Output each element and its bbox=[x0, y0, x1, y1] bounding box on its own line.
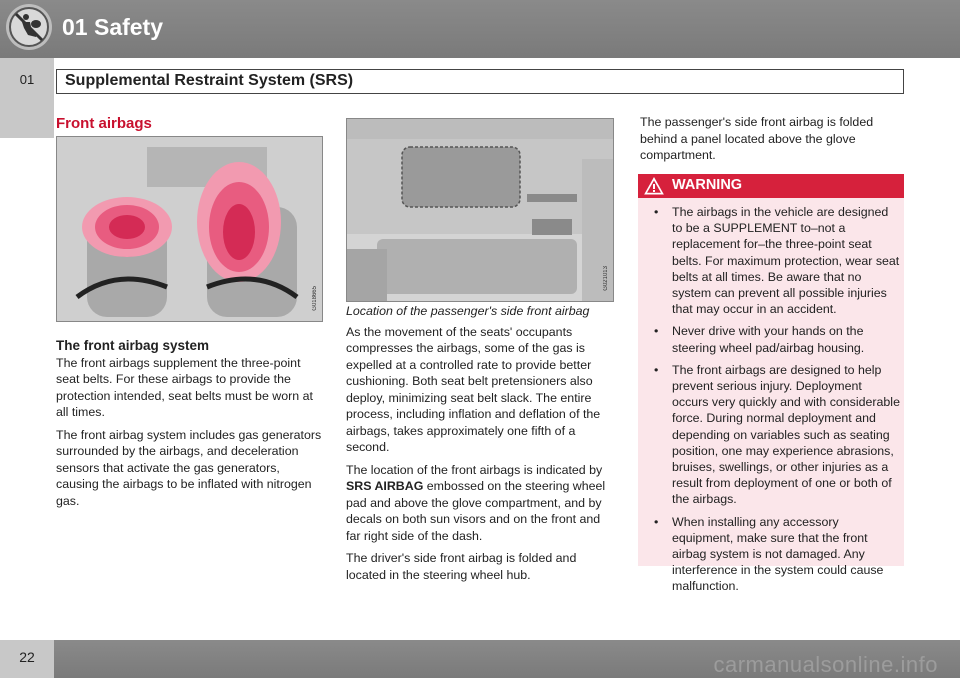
front-airbag-system-subheading: The front airbag system bbox=[56, 338, 210, 353]
warning-box bbox=[638, 174, 904, 594]
passenger-airbag-location-illustration bbox=[346, 118, 614, 302]
paragraph-text: The location of the front airbags is indicated by bbox=[346, 462, 603, 477]
paragraph-text: embossed on the steering wheel pad and above the glove compartment, and by decals on both sun visors and on the front and far right side of the dash. bbox=[346, 479, 606, 543]
paragraph: As the movement of the seats' occupants compresses the airbags, some of the gas is expelled at a controlled rate to provide better cushioning. Both seat belt pretensioners also deploy, minimizing seat belt slack. The entire process, including inflation and deflation of the airbags, takes approximately one fifth of a second. bbox=[346, 324, 601, 454]
column-1-body bbox=[56, 336, 322, 515]
chapter-side-tab-label: 01 bbox=[19, 72, 35, 87]
warning-item-text: Never drive with your hands on the steering wheel pad/airbag housing. bbox=[672, 324, 865, 355]
warning-item-text: The airbags in the vehicle are designed to be a SUPPLEMENT to–not a replacement for–the three-point seat belts. For maximum protection, wear seat belts at all times. Be aware that no system can prevent all possible injuries that may occur in an accident. bbox=[672, 205, 900, 317]
paragraph-srs-location bbox=[346, 462, 614, 545]
front-airbags-heading: Front airbags bbox=[56, 115, 152, 132]
figure-code: G018665 bbox=[312, 286, 318, 311]
page-number: 22 bbox=[19, 649, 35, 665]
warning-item: • The airbags in the vehicle are designed to be a SUPPLEMENT to–not a replacement for–the three-point seat belts. For maximum protection, wear seat belts at all times. Be aware that no system can prevent all possible injuries that may occur in an accident. bbox=[654, 205, 900, 317]
warning-list bbox=[638, 204, 900, 601]
section-title: Supplemental Restraint System (SRS) bbox=[65, 72, 354, 89]
paragraph: The passenger's side front airbag is folded behind a panel located above the glove compartment. bbox=[640, 115, 874, 162]
warning-item-text: The front airbags are designed to help prevent serious injury. Deployment occurs very quickly and with considerable force. During normal deployment and depending on variables such as seating position, one may experience abrasions, bruises, swellings, or other injuries as a result from deployment of one or both of the airbags. bbox=[672, 362, 900, 507]
warning-title: WARNING bbox=[672, 177, 743, 193]
figure-code: G021013 bbox=[603, 266, 609, 291]
paragraph: The front airbag system includes gas generators surrounded by the airbags, and deceleration sensors that activate the gas generators, causing the airbags to be inflated with nitrogen gas. bbox=[56, 427, 322, 508]
warning-item: • The front airbags are designed to help prevent serious injury. Deployment occurs very quickly and with considerable force. During normal deployment and depending on variables such as seating position, one may experience abrasions, bruises, swellings, or other injuries as a result from deployment of one or both of the airbags. bbox=[654, 362, 900, 507]
watermark: carmanualsonline.info bbox=[713, 652, 938, 677]
airbag-warning-icon bbox=[6, 4, 52, 50]
warning-item-text: When installing any accessory equipment, make sure that the front airbag system is not damaged. Any interference in the system could cause malfunction. bbox=[672, 514, 884, 594]
column-3-intro bbox=[640, 114, 904, 170]
srs-airbag-label: SRS AIRBAG bbox=[346, 479, 424, 493]
warning-triangle-icon bbox=[644, 177, 664, 195]
paragraph: The driver's side front airbag is folded and located in the steering wheel hub. bbox=[346, 551, 577, 582]
paragraph: The front airbags supplement the three-point seat belts. For these airbags to provide the protection intended, seat belts must be worn at all times. bbox=[56, 355, 313, 419]
front-airbags-illustration bbox=[56, 136, 323, 322]
section-title-bar bbox=[56, 69, 904, 94]
warning-header bbox=[638, 174, 904, 198]
chapter-side-tab bbox=[0, 58, 54, 138]
warning-item: • When installing any accessory equipment, make sure that the front airbag system is not damaged. Any interference in the system could cause malfunction. bbox=[654, 514, 884, 594]
figure-caption: Location of the passenger's side front airbag bbox=[346, 304, 590, 318]
chapter-title: 01 Safety bbox=[62, 14, 164, 40]
column-1 bbox=[56, 116, 322, 133]
column-2-body bbox=[346, 303, 614, 589]
warning-item: • Never drive with your hands on the steering wheel pad/airbag housing. bbox=[654, 324, 865, 355]
